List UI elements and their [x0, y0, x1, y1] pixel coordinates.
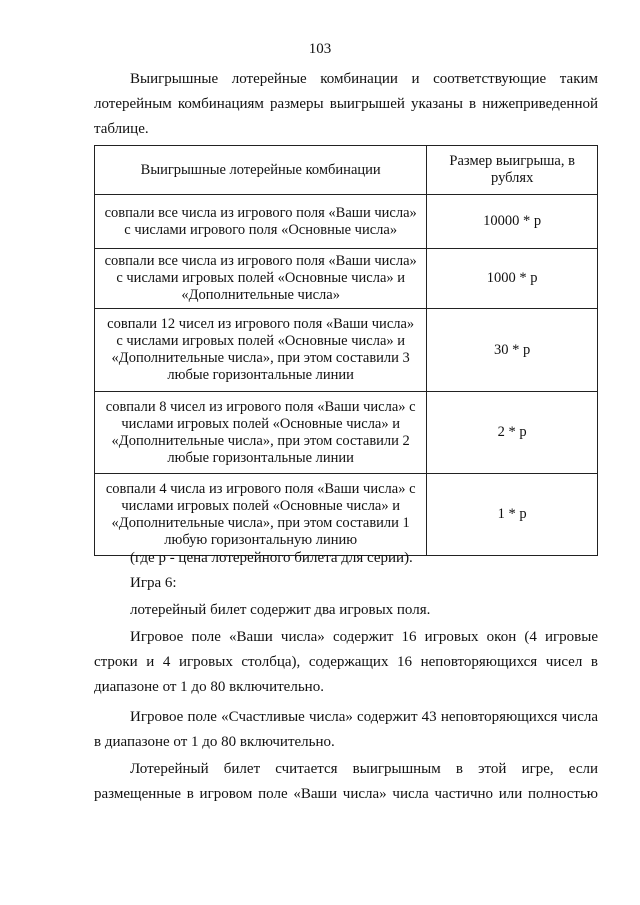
intro-paragraph [94, 67, 598, 142]
field2-paragraph [94, 705, 598, 755]
footnote: (где р - цена лотерейного билета для серии). [130, 550, 413, 566]
field1-line-3: диапазоне от 1 до 80 включительно. [94, 679, 324, 695]
page-number: 103 [308, 41, 332, 57]
combination-cell [95, 392, 427, 474]
combination-line: совпали 8 чисел из игрового поля «Ваши числа» с [105, 398, 416, 415]
field2-line-1: Игровое поле «Счастливые числа» содержит 43 неповторяющихся числа [130, 709, 598, 725]
table-row [95, 309, 598, 392]
table-row [95, 195, 598, 249]
combination-line: с числами игровых полей «Основные числа» и [116, 270, 406, 286]
combination-cell [95, 474, 427, 556]
combination-line: числами игровых полей «Основные числа» и [121, 497, 400, 514]
field1-line-1: Игровое поле «Ваши числа» содержит 16 игровых окон (4 игровые [130, 629, 598, 645]
field2-line-2: в диапазоне от 1 до 80 включительно. [94, 734, 335, 750]
table-row [95, 392, 598, 474]
field1-paragraph [94, 625, 598, 700]
table-row [95, 474, 598, 556]
intro-line-2: лотерейным комбинациям размеры выигрышей указаны в нижеприведенной [94, 96, 598, 112]
prize-cell: 2 * р [427, 392, 598, 474]
prize-cell: 10000 * р [427, 195, 598, 249]
combination-line: «Дополнительные числа», при этом составили 1 [111, 514, 410, 531]
header-prize-line-2: рублях [491, 170, 534, 186]
combination-cell [95, 249, 427, 309]
table-header-row [95, 146, 598, 195]
intro-line-3: таблице. [94, 121, 149, 137]
combination-line: любые горизонтальные линии [167, 449, 354, 466]
winning-line-1: Лотерейный билет считается выигрышным в этой игре, если [130, 761, 598, 777]
combination-line: «Дополнительные числа» [181, 287, 340, 303]
combination-cell [95, 309, 427, 392]
combination-line: любую горизонтальную линию [164, 531, 358, 548]
prize-cell: 1000 * р [427, 249, 598, 309]
combination-line: с числами игровых полей «Основные числа» и [116, 333, 406, 349]
combination-line: совпали 12 чисел из игрового поля «Ваши числа» [107, 316, 415, 332]
header-combination [95, 146, 427, 195]
intro-line-1: Выигрышные лотерейные комбинации и соответствующие таким [130, 71, 598, 87]
header-prize-line-1: Размер выигрыша, в [449, 153, 575, 169]
prize-cell: 1 * р [427, 474, 598, 556]
combination-line: совпали все числа из игрового поля «Ваши числа» [104, 253, 417, 269]
combination-line: с числами игрового поля «Основные числа» [124, 221, 398, 238]
header-combination-label: Выигрышные лотерейные комбинации [140, 161, 381, 178]
prize-table [94, 145, 598, 556]
table-row [95, 249, 598, 309]
combination-line: «Дополнительные числа», при этом составили 2 [111, 432, 410, 449]
ticket-description: лотерейный билет содержит два игровых поля. [130, 602, 431, 618]
header-prize [427, 146, 598, 195]
combination-line: совпали 4 числа из игрового поля «Ваши числа» с [105, 480, 416, 497]
game-title: Игра 6: [130, 575, 177, 591]
winning-line-2: размещенные в игровом поле «Ваши числа» числа частично или полностью [94, 786, 598, 802]
prize-cell: 30 * р [427, 309, 598, 392]
combination-line: совпали все числа из игрового поля «Ваши числа» [104, 204, 417, 221]
combination-line: «Дополнительные числа», при этом составили 3 [111, 350, 410, 366]
combination-cell [95, 195, 427, 249]
winning-paragraph [94, 757, 598, 807]
field1-line-2: строки и 4 игровых столбца), содержащих 16 неповторяющихся чисел в [94, 654, 598, 670]
combination-line: числами игровых полей «Основные числа» и [121, 415, 400, 432]
combination-line: любые горизонтальные линии [167, 367, 354, 383]
